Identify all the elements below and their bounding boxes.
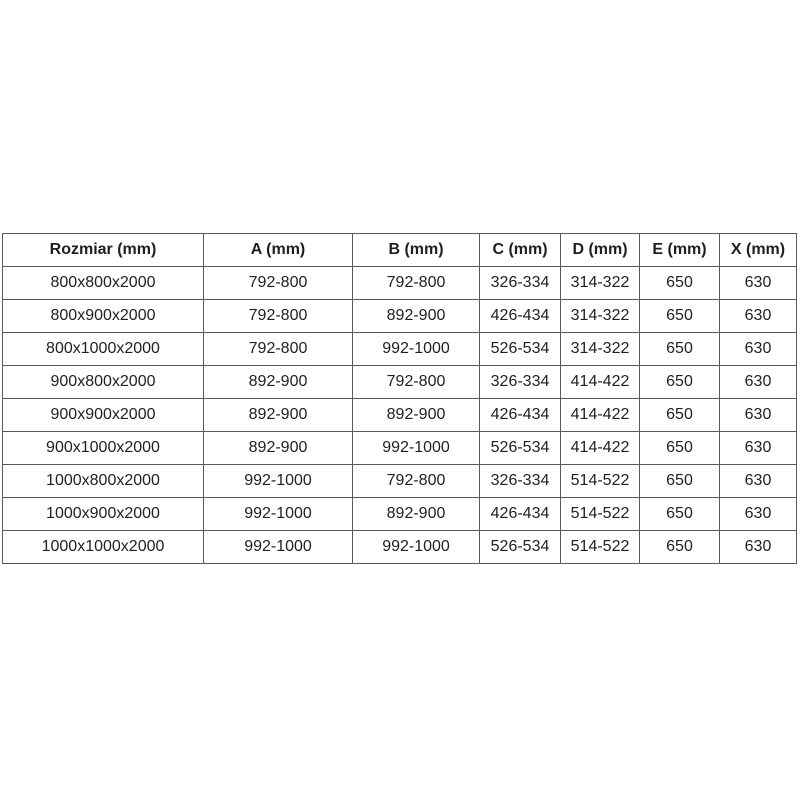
value-cell: 326-334 [480,465,561,498]
value-cell: 792-800 [353,267,480,300]
value-cell: 426-434 [480,399,561,432]
size-cell: 900x900x2000 [3,399,204,432]
value-cell: 792-800 [204,267,353,300]
size-cell: 1000x800x2000 [3,465,204,498]
value-cell: 414-422 [561,399,640,432]
value-cell: 630 [720,399,797,432]
value-cell: 630 [720,465,797,498]
size-cell: 1000x1000x2000 [3,531,204,564]
table-row [3,498,797,531]
value-cell: 326-334 [480,267,561,300]
value-cell: 992-1000 [204,498,353,531]
value-cell: 792-800 [353,465,480,498]
value-cell: 892-900 [353,300,480,333]
size-cell: 900x800x2000 [3,366,204,399]
table-row [3,432,797,465]
column-header: Rozmiar (mm) [3,234,204,267]
value-cell: 650 [640,465,720,498]
value-cell: 792-800 [353,366,480,399]
table-row [3,300,797,333]
value-cell: 326-334 [480,366,561,399]
value-cell: 650 [640,267,720,300]
column-header: X (mm) [720,234,797,267]
value-cell: 514-522 [561,531,640,564]
value-cell: 630 [720,333,797,366]
value-cell: 650 [640,366,720,399]
value-cell: 992-1000 [353,531,480,564]
value-cell: 892-900 [204,432,353,465]
value-cell: 892-900 [204,399,353,432]
value-cell: 414-422 [561,366,640,399]
table-row [3,399,797,432]
value-cell: 650 [640,432,720,465]
value-cell: 992-1000 [353,333,480,366]
header-row [3,234,797,267]
size-cell: 800x900x2000 [3,300,204,333]
value-cell: 792-800 [204,300,353,333]
column-header: C (mm) [480,234,561,267]
value-cell: 314-322 [561,333,640,366]
column-header: A (mm) [204,234,353,267]
value-cell: 992-1000 [353,432,480,465]
table-row [3,333,797,366]
value-cell: 630 [720,498,797,531]
table-row [3,531,797,564]
column-header: B (mm) [353,234,480,267]
column-header: D (mm) [561,234,640,267]
size-cell: 900x1000x2000 [3,432,204,465]
table-row [3,366,797,399]
value-cell: 650 [640,333,720,366]
value-cell: 630 [720,432,797,465]
value-cell: 526-534 [480,333,561,366]
value-cell: 630 [720,267,797,300]
value-cell: 792-800 [204,333,353,366]
size-cell: 800x1000x2000 [3,333,204,366]
value-cell: 526-534 [480,432,561,465]
value-cell: 426-434 [480,498,561,531]
size-cell: 800x800x2000 [3,267,204,300]
value-cell: 314-322 [561,300,640,333]
size-cell: 1000x900x2000 [3,498,204,531]
value-cell: 514-522 [561,465,640,498]
value-cell: 630 [720,531,797,564]
table-row [3,267,797,300]
value-cell: 892-900 [204,366,353,399]
value-cell: 992-1000 [204,465,353,498]
value-cell: 630 [720,300,797,333]
value-cell: 992-1000 [204,531,353,564]
value-cell: 426-434 [480,300,561,333]
value-cell: 650 [640,531,720,564]
value-cell: 892-900 [353,498,480,531]
value-cell: 630 [720,366,797,399]
value-cell: 650 [640,498,720,531]
value-cell: 892-900 [353,399,480,432]
table-row [3,465,797,498]
value-cell: 514-522 [561,498,640,531]
value-cell: 650 [640,399,720,432]
value-cell: 414-422 [561,432,640,465]
value-cell: 650 [640,300,720,333]
value-cell: 314-322 [561,267,640,300]
size-spec-table [2,233,797,564]
column-header: E (mm) [640,234,720,267]
value-cell: 526-534 [480,531,561,564]
